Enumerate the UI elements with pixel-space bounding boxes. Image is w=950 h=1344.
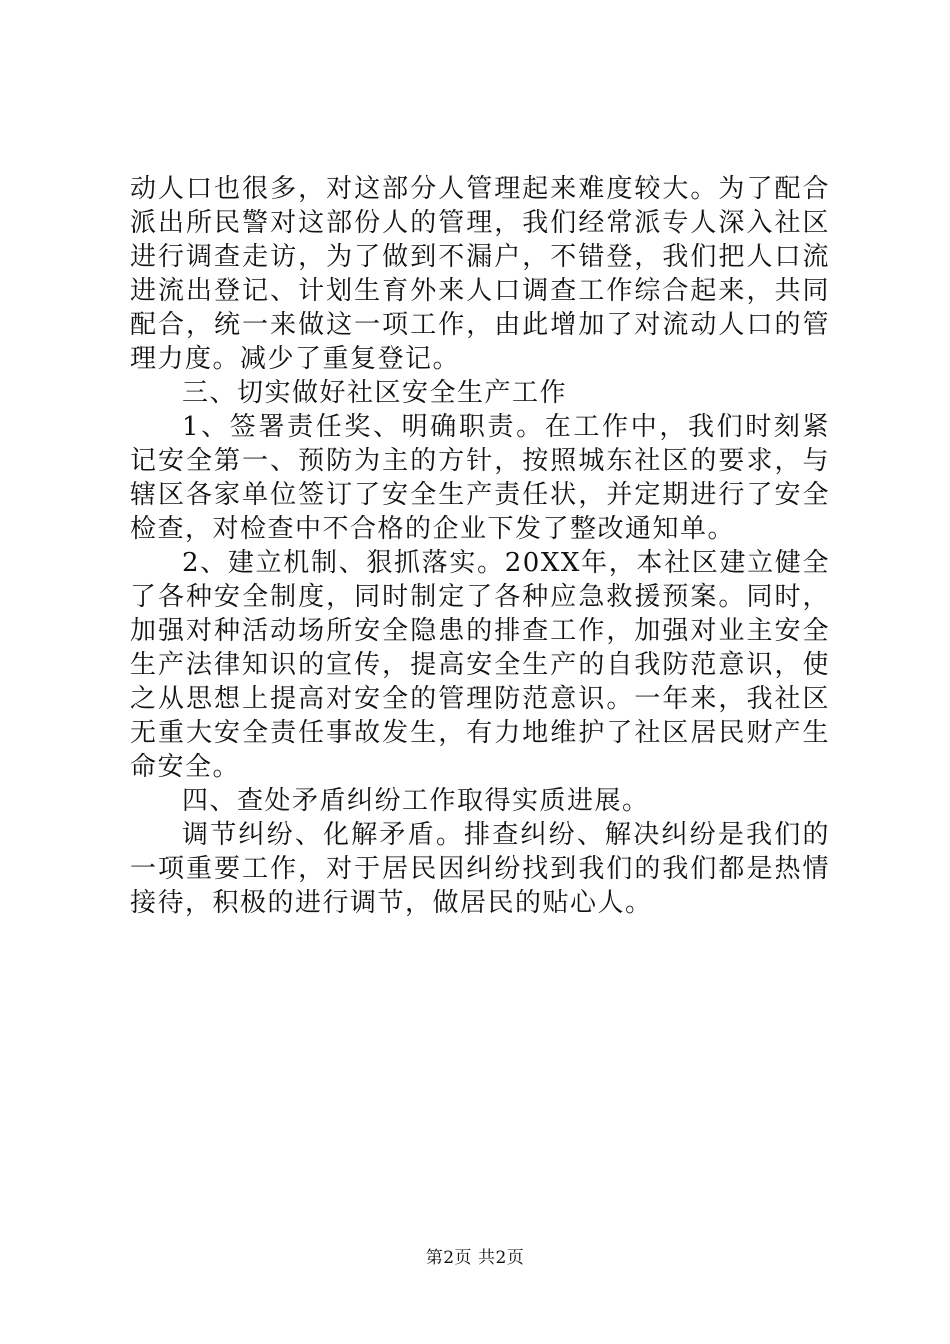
paragraph-continuation: 动人口也很多，对这部分人管理起来难度较大。为了配合派出所民警对这部份人的管理，我们经常派专人深入社区进行调查走访，为了做到不漏户，不错登，我们把人口流进流出登记、计划生育外来人口调查工作综合起来，共同配合，统一来做这一项工作，由此增加了对流动人口的管理力度。减少了重复登记。 xyxy=(130,174,830,374)
paragraph-mechanism: 2、建立机制、狠抓落实。20XX年，本社区建立健全了各种安全制度，同时制定了各种应急救援预案。同时，加强对种活动场所安全隐患的排查工作，加强对业主安全生产法律知识的宣传，提高安全生产的自我防范意识，使之从思想上提高对安全的管理防范意识。一年来，我社区无重大安全责任事故发生，有力地维护了社区居民财产生命安全。 xyxy=(130,548,830,782)
section-heading-disputes: 四、查处矛盾纠纷工作取得实质进展。 xyxy=(182,786,650,816)
paragraph-mediation: 调节纠纷、化解矛盾。排查纠纷、解决纠纷是我们的一项重要工作，对于居民因纠纷找到我们的我们都是热情接待，积极的进行调节，做居民的贴心人。 xyxy=(130,820,830,918)
section-heading-safety: 三、切实做好社区安全生产工作 xyxy=(182,378,568,408)
document-body xyxy=(130,172,830,920)
paragraph-responsibility: 1、签署责任奖、明确职责。在工作中，我们时刻紧记安全第一、预防为主的方针，按照城东社区的要求，与辖区各家单位签订了安全生产责任状，并定期进行了安全检查，对检查中不合格的企业下发了整改通知单。 xyxy=(130,412,830,544)
page-number-footer: 第2页 共2页 xyxy=(425,1248,525,1268)
